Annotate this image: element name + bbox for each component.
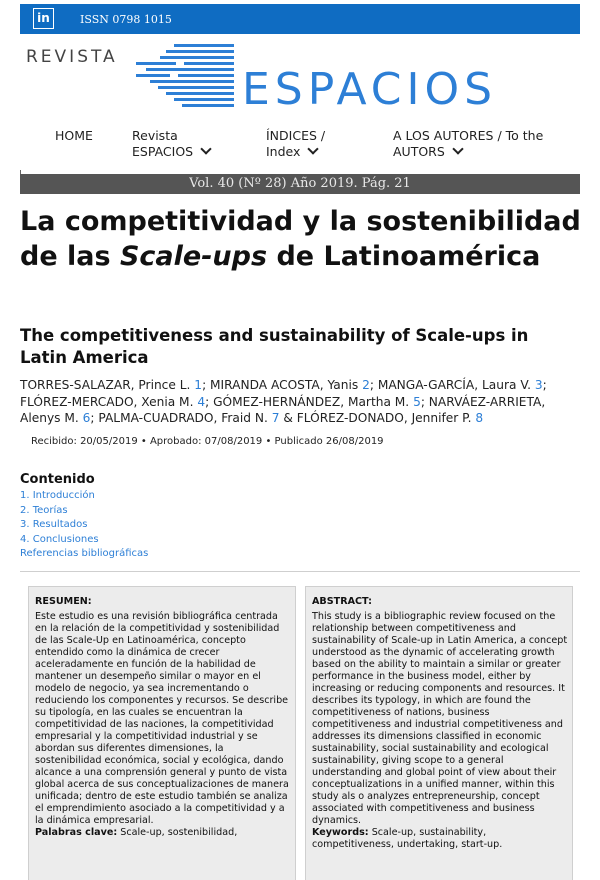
abstract-body: This study is a bibliographic review focused on the relationship between competitiveness and sustainability of Scale-up in Latin America, a concept understood as the dynamic of accelerating growth based on the ability to maintain a similar or greater performance in the business model, either by increasing or reducing components and resources. It describes its typology, in which are found the competitiveness of nations, business competitiveness and industrial competitiveness and addresses its dimensions classified in economic sustainability, social sustainability and ecological sustainability, giving scope to a general understanding and global point of view about their conceptualizations in a unified manner, within this study als o analyzes entrepreneurship, concept associated with competitiveness and business dynamics.: [312, 611, 568, 826]
abstract-keywords-text: Scale-up, sustainability, competitiveness, undertaking, start-up.: [312, 827, 503, 850]
author-footnote-link[interactable]: 7: [271, 411, 280, 425]
contents-heading: Contenido: [20, 472, 95, 487]
article-subtitle: The competitiveness and sustainability of Scale-ups in Latin America: [20, 326, 529, 367]
toc-link-conclusions[interactable]: 4. Conclusiones: [20, 533, 99, 545]
title-text-1: La competitividad y la sostenibilidad de las: [20, 206, 581, 272]
abstract-keywords: [312, 827, 568, 851]
journal-logo[interactable]: [20, 38, 580, 114]
resumen-body: Este estudio es una revisión bibliográfica centrada en la relación de la competitividad y sostenibilidad de las Scale-Up en Latinoamérica, concepto entendido como la dinámica de crecer aceleradamente en función de la habilidad de mantener un desempeño similar o mayor en el modelo de negocio, ya sea incrementando o reduciendo los componentes y recursos. Se describe su tipología, en las cuales se encuentran la competitividad de las naciones, la competitividad empresarial y la competitividad industrial y se abordan sus diferentes dimensiones, la sostenibilidad económica, social y ecológica, dando alcance a una comprensión general y punto de vista global acerca de sus conceptualizaciones de manera unificada; dentro de este estudio también se analiza el emprendimiento asociado a la competitividad y a la dinámica empresarial.: [35, 611, 289, 826]
resumen-heading: RESUMEN:: [35, 596, 92, 607]
chevron-down-icon[interactable]: [452, 143, 463, 154]
abstract-section: [20, 571, 580, 880]
author-name: TORRES-SALAZAR, Prince L.: [20, 378, 195, 392]
abstract-heading: ABSTRACT:: [312, 596, 372, 607]
table-of-contents: [20, 472, 320, 562]
top-bar: [20, 4, 580, 34]
author-footnote-link[interactable]: 1: [194, 378, 203, 392]
nav-indices[interactable]: [266, 128, 325, 160]
logo-speed-lines-icon: [136, 42, 236, 108]
publication-dates: Recibido: 20/05/2019 • Aprobado: 07/08/2019 • Publicado 26/08/2019: [31, 436, 384, 447]
nav-indices-label-2: Index: [266, 144, 301, 159]
author-footnote-link[interactable]: 2: [362, 378, 370, 392]
linkedin-icon[interactable]: in: [33, 8, 54, 29]
author-name: ; NARVÁEZ-ARRIETA, Alenys M.: [20, 394, 546, 425]
nav-revista-espacios[interactable]: [132, 128, 210, 160]
abstract-box: [305, 586, 573, 880]
resumen-box: [28, 586, 296, 880]
chevron-down-icon[interactable]: [308, 143, 319, 154]
nav-autores-label-2: AUTORS: [393, 144, 445, 159]
nav-revista-label: Revista: [132, 128, 178, 143]
issn-label: ISSN 0798 1015: [80, 13, 172, 26]
author-footnote-link[interactable]: 8: [475, 411, 484, 425]
title-italic-text: Scale-ups: [119, 241, 268, 272]
author-name: & FLÓREZ-DONADO, Jennifer P.: [279, 411, 476, 425]
author-name: ; GÓMEZ-HERNÁNDEZ, Martha M.: [205, 394, 414, 409]
author-list: [20, 377, 582, 427]
toc-link-results[interactable]: 3. Resultados: [20, 519, 88, 530]
nav-revista-label-2: ESPACIOS: [132, 144, 194, 159]
toc-link-introduction[interactable]: 1. Introducción: [20, 490, 95, 501]
logo-espacios-text: ESPACIOS: [242, 64, 498, 115]
resumen-keywords-label: Palabras clave:: [35, 827, 118, 838]
nav-autores-label: A LOS AUTORES / To the: [393, 128, 544, 143]
nav-home-label: HOME: [55, 128, 93, 143]
main-navigation: [20, 128, 580, 172]
nav-home[interactable]: [55, 128, 93, 144]
chevron-down-icon[interactable]: [200, 143, 211, 154]
nav-indices-label: ÍNDICES /: [266, 128, 326, 143]
author-footnote-link[interactable]: 4: [197, 394, 206, 409]
author-name: ; MIRANDA ACOSTA, Yanis: [202, 378, 363, 392]
nav-autores[interactable]: [393, 128, 543, 160]
author-name: ; FLÓREZ-MERCADO, Xenia M.: [20, 378, 547, 409]
author-footnote-link[interactable]: 6: [82, 411, 91, 425]
article-title: [20, 204, 585, 274]
resumen-keywords-text: Scale-up, sostenibilidad,: [117, 827, 238, 838]
author-name: ; MANGA-GARCÍA, Laura V.: [369, 378, 535, 392]
volume-bar: Vol. 40 (Nº 28) Año 2019. Pág. 21: [20, 174, 580, 194]
toc-link-references[interactable]: Referencias bibliográficas: [20, 548, 149, 559]
title-text-2: de Latinoamérica: [267, 241, 541, 272]
author-footnote-link[interactable]: 5: [413, 394, 421, 409]
abstract-keywords-label: Keywords:: [312, 827, 369, 838]
toc-link-theories[interactable]: 2. Teorías: [20, 504, 68, 516]
author-footnote-link[interactable]: 3: [534, 378, 543, 392]
author-name: ; PALMA-CUADRADO, Fraid N.: [90, 411, 272, 425]
logo-revista-text: REVISTA: [26, 47, 118, 67]
resumen-keywords: [35, 827, 291, 839]
